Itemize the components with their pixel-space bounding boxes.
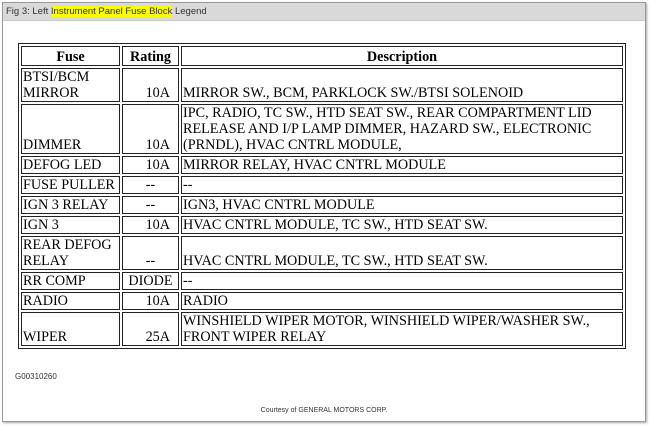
fuse-cell: RR COMP (21, 272, 120, 290)
header-rating: Rating (122, 46, 179, 66)
fuse-cell: IGN 3 (21, 216, 120, 234)
caption-prefix: Fig 3: Left (6, 6, 51, 17)
table-row (21, 272, 623, 290)
table-row (21, 176, 623, 194)
description-cell: HVAC CNTRL MODULE, TC SW., HTD SEAT SW. (181, 216, 623, 234)
table-row (21, 156, 623, 174)
table-row (21, 236, 623, 270)
table-header-row (21, 46, 623, 66)
table-row (21, 68, 623, 102)
fuse-cell: BTSI/BCM MIRROR (21, 68, 120, 102)
table-row (21, 216, 623, 234)
figure-id: G00310260 (15, 372, 57, 381)
caption-suffix: Legend (172, 6, 207, 17)
fuse-legend-table (18, 43, 626, 349)
rating-cell: 10A (122, 216, 179, 234)
rating-cell: -- (122, 236, 179, 270)
fuse-cell: DIMMER (21, 104, 120, 154)
rating-cell: 10A (122, 104, 179, 154)
table-row (21, 292, 623, 310)
description-cell: MIRROR RELAY, HVAC CNTRL MODULE (181, 156, 623, 174)
caption-highlight: Instrument Panel Fuse Block (50, 6, 173, 17)
description-cell: MIRROR SW., BCM, PARKLOCK SW./BTSI SOLENOID (181, 68, 623, 102)
table-row (21, 104, 623, 154)
fuse-legend-table-wrap (18, 43, 626, 349)
description-cell: -- (181, 176, 623, 194)
table-row (21, 196, 623, 214)
description-cell: WINSHIELD WIPER MOTOR, WINSHIELD WIPER/WASHER SW., FRONT WIPER RELAY (181, 312, 623, 346)
fuse-cell: DEFOG LED (21, 156, 120, 174)
rating-cell: 25A (122, 312, 179, 346)
description-cell: IPC, RADIO, TC SW., HTD SEAT SW., REAR COMPARTMENT LID RELEASE AND I/P LAMP DIMMER, HAZARD SW., ELECTRONIC (PRNDL), HVAC CNTRL MODULE, (181, 104, 623, 154)
header-description: Description (181, 46, 623, 66)
fuse-cell: FUSE PULLER (21, 176, 120, 194)
rating-cell: 10A (122, 156, 179, 174)
courtesy-credit: Courtesy of GENERAL MOTORS CORP. (260, 407, 388, 414)
fuse-cell: RADIO (21, 292, 120, 310)
figure-frame (2, 2, 646, 422)
fuse-cell: REAR DEFOG RELAY (21, 236, 120, 270)
description-cell: RADIO (181, 292, 623, 310)
rating-cell: 10A (122, 292, 179, 310)
description-cell: HVAC CNTRL MODULE, TC SW., HTD SEAT SW. (181, 236, 623, 270)
description-cell: -- (181, 272, 623, 290)
fuse-cell: IGN 3 RELAY (21, 196, 120, 214)
figure-caption (3, 3, 645, 21)
rating-cell: -- (122, 176, 179, 194)
rating-cell: -- (122, 196, 179, 214)
rating-cell: 10A (122, 68, 179, 102)
table-row (21, 312, 623, 346)
fuse-cell: WIPER (21, 312, 120, 346)
header-fuse: Fuse (21, 46, 120, 66)
description-cell: IGN3, HVAC CNTRL MODULE (181, 196, 623, 214)
rating-cell: DIODE (122, 272, 179, 290)
